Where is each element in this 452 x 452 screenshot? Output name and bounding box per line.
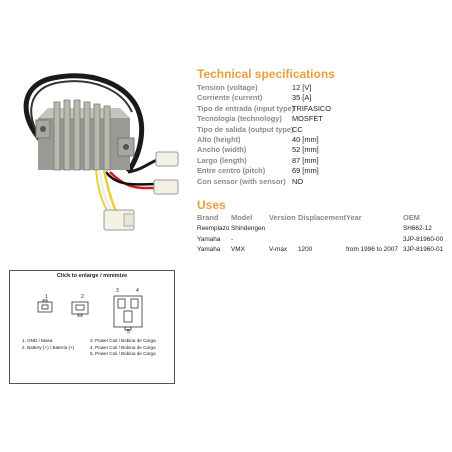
spec-label: Tipo de salida (output type) — [197, 124, 294, 134]
header-displacement: Displacement — [298, 213, 347, 222]
legend-item: 5. Power Coil / Bobina de Carga — [90, 351, 156, 356]
spec-value: 52 [mm] — [292, 145, 319, 155]
header-year: Year — [346, 213, 362, 222]
cell-model: VMX — [231, 246, 245, 253]
legend-item: 2. Battery (+) / Batería (+) — [22, 344, 75, 350]
cell-brand: Yamaha — [197, 246, 221, 253]
pin-number-1: 1 — [45, 294, 48, 300]
pin-number-5: 5 — [127, 329, 130, 335]
header-brand: Brand — [197, 213, 219, 222]
spec-label: Corriente (current) — [197, 93, 263, 103]
spec-table — [197, 83, 331, 187]
spec-value: 12 [V] — [292, 83, 312, 92]
connector-middle — [154, 180, 178, 194]
legend-item: 4. Power Coil / Bobina de Carga — [90, 344, 156, 350]
legend-left — [22, 338, 74, 351]
technical-specifications-title: Technical specifications — [197, 67, 335, 81]
spec-row — [197, 166, 331, 176]
enlarge-toggle-label[interactable]: Click to enlarge / minimize — [56, 273, 128, 279]
connector-1-icon — [38, 300, 52, 312]
cell-oem: SH662-12 — [403, 225, 432, 232]
header-oem: OEM — [403, 213, 420, 222]
cell-brand: Reemplazo — [197, 225, 230, 232]
uses-title: Uses — [197, 198, 226, 212]
cell-year: from 1996 to 2007 — [346, 246, 398, 253]
pin-number-3: 3 — [116, 288, 119, 294]
spec-row — [197, 156, 331, 166]
spec-value: 40 [mm] — [292, 135, 319, 145]
cell-version: V-max — [269, 246, 288, 253]
cell-model: Shindengen — [231, 225, 266, 232]
spec-value: TRIFASICO — [292, 103, 332, 113]
legend-item: 3. Power Coil / Bobina de Carga — [90, 338, 156, 343]
spec-value: 87 [mm] — [292, 155, 319, 165]
spec-label: Tension (voltage) — [197, 83, 258, 92]
spec-label: Entre centro (pitch) — [197, 166, 266, 176]
legend-right — [90, 338, 156, 358]
spec-row — [197, 93, 331, 103]
connector-outlines — [10, 271, 174, 383]
spec-label: Tecnologia (technology) — [197, 114, 282, 124]
spec-label: Alto (height) — [197, 135, 241, 145]
spec-row — [197, 145, 331, 155]
cell-oem: 3JP-81960-01 — [403, 246, 444, 253]
connector-top — [156, 152, 178, 166]
spec-value: MOSFET — [292, 114, 323, 124]
spec-value: 69 [mm] — [292, 166, 319, 176]
legend-item: 1. GND / Masa — [22, 338, 53, 343]
connector-3-4-5-icon — [114, 296, 142, 330]
heatsink — [36, 100, 134, 170]
spec-row — [197, 104, 331, 114]
header-version: Version — [269, 213, 296, 222]
cell-oem: 3JP-81960-00 — [403, 236, 444, 243]
spec-row — [197, 114, 331, 124]
pin-number-4: 4 — [136, 288, 139, 294]
header-model: Model — [231, 213, 253, 222]
cell-model: - — [231, 236, 234, 243]
spec-value: 35 [A] — [292, 93, 312, 103]
spec-label: Tipo de entrada (input type) — [197, 103, 295, 113]
spec-row — [197, 125, 331, 135]
spec-value: CC — [292, 124, 303, 134]
connector-diagram[interactable] — [9, 270, 175, 384]
product-photo — [8, 60, 188, 250]
spec-row — [197, 83, 331, 93]
spec-value: NO — [292, 176, 304, 186]
spec-label: Con sensor (with sensor) — [197, 176, 286, 186]
cell-displacement: 1200 — [298, 246, 313, 253]
connector-2-icon — [72, 302, 88, 316]
spec-label: Largo (length) — [197, 155, 247, 165]
spec-row — [197, 177, 331, 187]
spec-label: Ancho (width) — [197, 145, 247, 155]
cell-brand: Yamaha — [197, 236, 221, 243]
spec-row — [197, 135, 331, 145]
pin-number-2: 2 — [81, 294, 84, 300]
